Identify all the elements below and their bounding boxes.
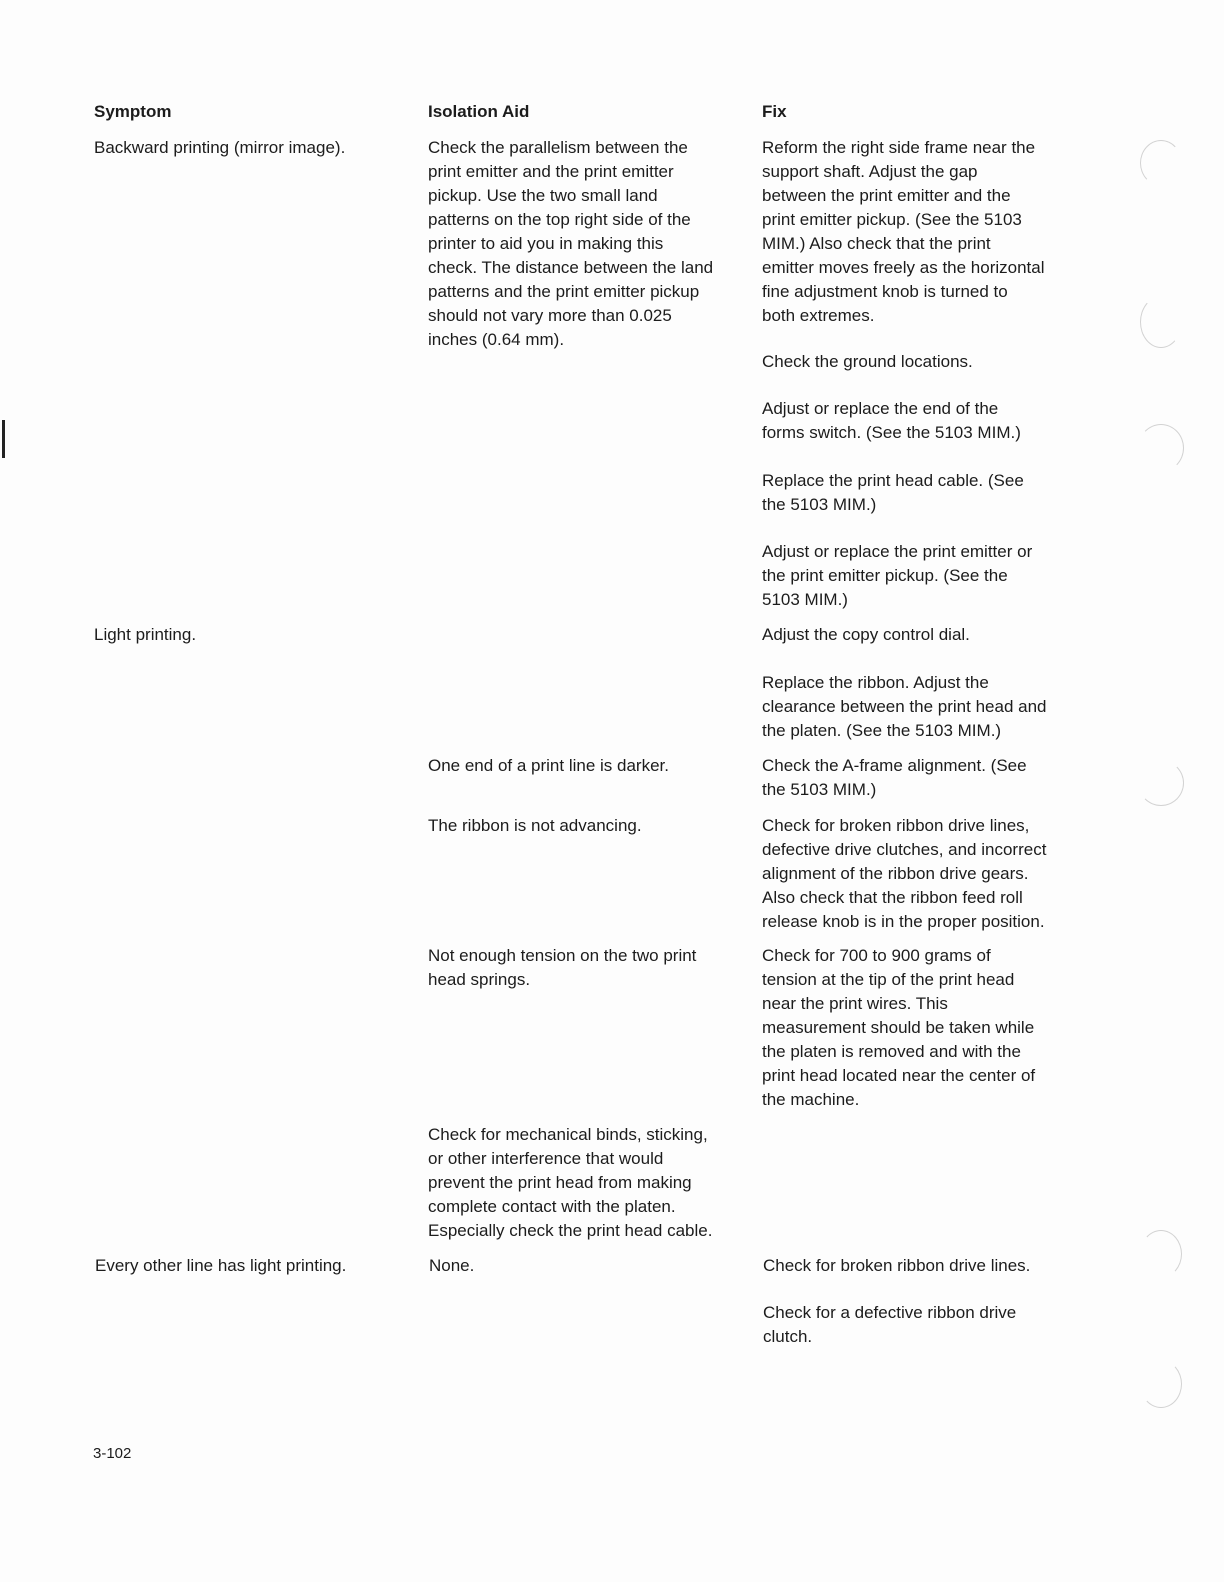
fix-broken-drive-lines: Check for broken ribbon drive lines.: [763, 1256, 1031, 1275]
symptom-light-printing: Light printing.: [94, 625, 197, 644]
isolation-aid-darker-end: One end of a print line is darker.: [428, 756, 669, 775]
fix-forms-switch: Adjust or replace the end of the forms switch. (See the 5103 MIM.): [762, 399, 1021, 442]
page-number: 3-102: [93, 1445, 132, 1462]
isolation-aid-mechanical-binds: Check for mechanical binds, sticking, or other interference that would prevent the print head from making complete contact with the platen. Especially check the print head cable.: [428, 1125, 713, 1240]
isolation-aid-parallelism: Check the parallelism between the print emitter and the print emitter pickup. Use the two small land patterns on the top right side of the printer to aid you in making this check. The distance between the land patterns and the print emitter pickup should not vary more than 0.025 inches (0.64 mm).: [428, 138, 714, 349]
header-isolation-aid: Isolation Aid: [428, 102, 530, 121]
header-symptom: Symptom: [94, 102, 172, 121]
fix-defective-clutch: Check for a defective ribbon drive clutch.: [763, 1303, 1017, 1346]
fix-reform-frame: Reform the right side frame near the support shaft. Adjust the gap between the print emitter and the print emitter pickup. (See the 5103 MIM.) Also check that the print emitter moves freely as the horizontal fine adjustment knob is turned to both extremes.: [762, 138, 1045, 325]
fix-ribbon-drive-lines: Check for broken ribbon drive lines, defective drive clutches, and incorrect alignment of the ribbon drive gears. Also check that the ribbon feed roll release knob is in the proper position.: [762, 816, 1047, 931]
binder-hole-mark: [1138, 424, 1184, 472]
isolation-aid-ribbon-not-advancing: The ribbon is not advancing.: [428, 816, 642, 835]
fix-print-head-cable: Replace the print head cable. (See the 5103 MIM.): [762, 471, 1024, 514]
fix-print-emitter: Adjust or replace the print emitter or the print emitter pickup. (See the 5103 MIM.): [762, 542, 1033, 609]
fix-replace-ribbon: Replace the ribbon. Adjust the clearance between the print head and the platen. (See the 5103 MIM.): [762, 673, 1047, 740]
fix-ground-locations: Check the ground locations.: [762, 352, 973, 371]
binder-hole-mark: [1140, 140, 1182, 186]
symptom-every-other-line: Every other line has light printing.: [95, 1256, 347, 1275]
fix-spring-tension-grams: Check for 700 to 900 grams of tension at the tip of the print head near the print wires. This measurement should be taken while the platen is removed and with the print head located near the center of the machine.: [762, 946, 1036, 1109]
scan-edge-mark: [2, 420, 5, 458]
binder-hole-mark: [1140, 1230, 1182, 1278]
header-fix: Fix: [762, 102, 787, 121]
isolation-aid-spring-tension: Not enough tension on the two print head springs.: [428, 946, 697, 989]
binder-hole-mark: [1140, 296, 1182, 348]
binder-hole-mark: [1140, 1360, 1182, 1408]
symptom-backward-printing: Backward printing (mirror image).: [94, 138, 346, 157]
isolation-aid-none: None.: [429, 1256, 475, 1275]
fix-copy-control-dial: Adjust the copy control dial.: [762, 625, 970, 644]
binder-hole-mark: [1138, 760, 1184, 806]
fix-a-frame-alignment: Check the A-frame alignment. (See the 5103 MIM.): [762, 756, 1027, 799]
